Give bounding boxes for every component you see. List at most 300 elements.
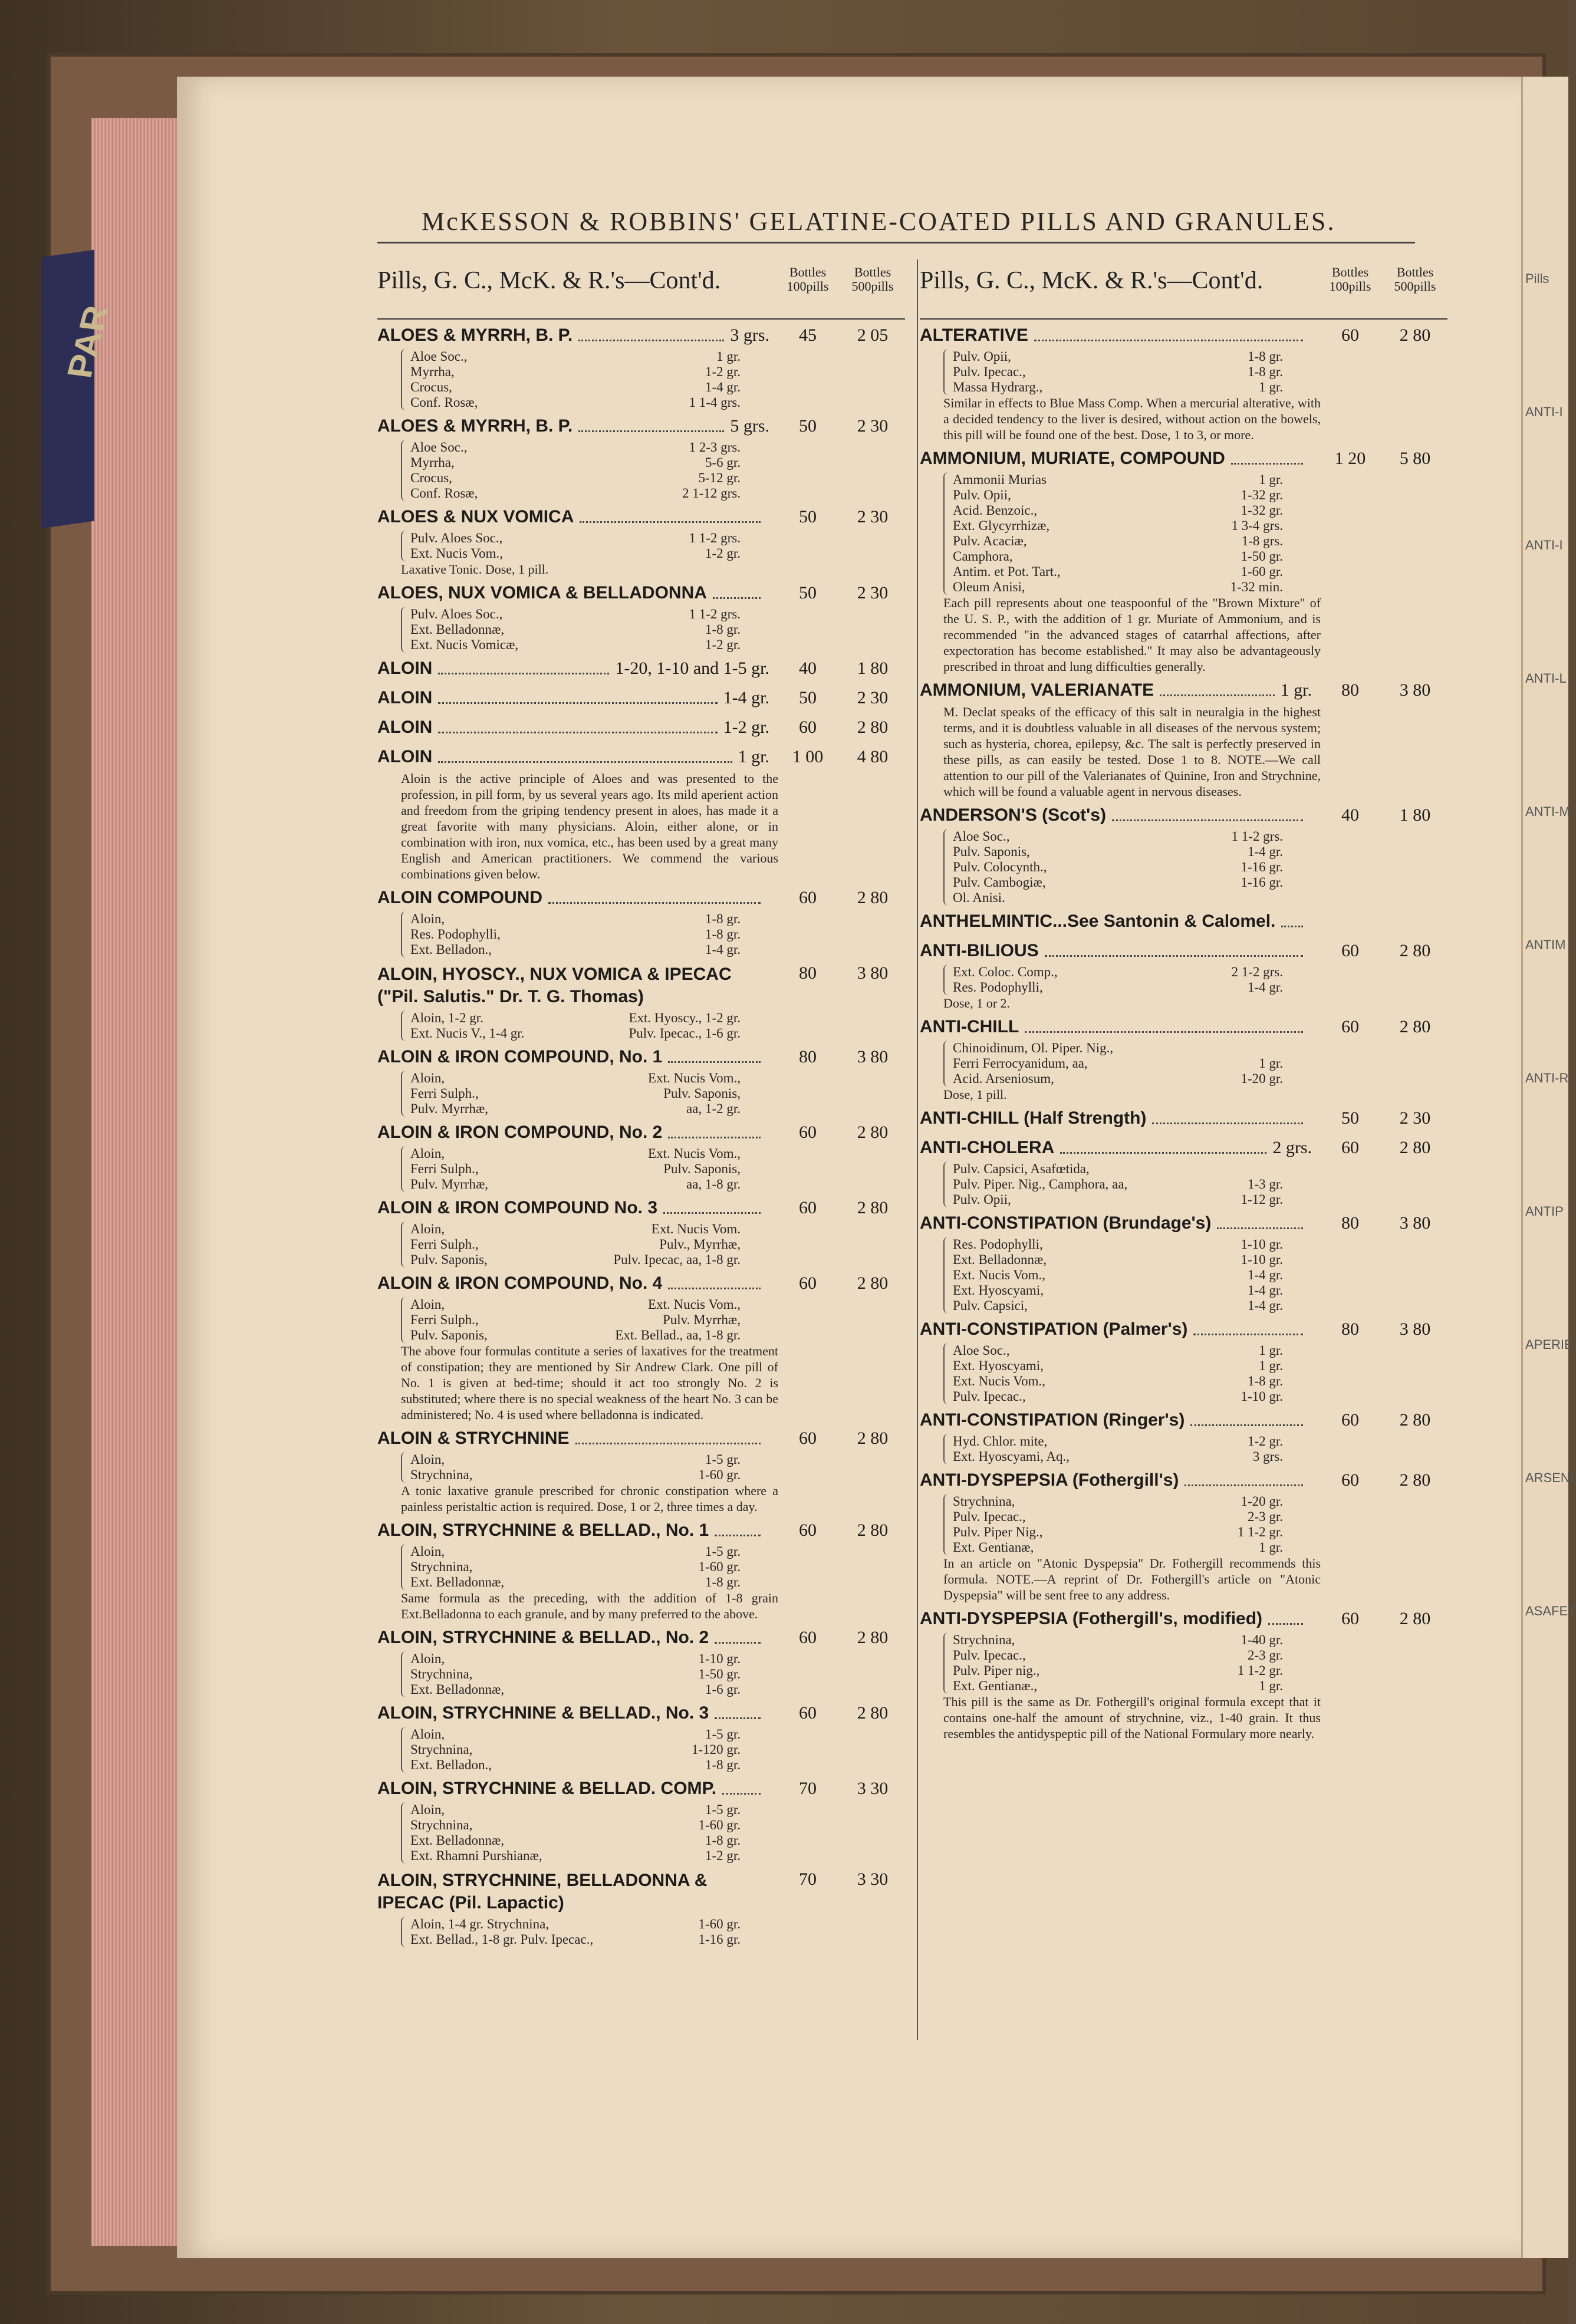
price-100-pills: 50 bbox=[799, 416, 817, 436]
column-title: Pills, G. C., McK. & R.'s—Cont'd. bbox=[920, 267, 1264, 294]
entry-name: ALOIN & IRON COMPOUND, No. 4 bbox=[377, 1273, 663, 1293]
entry-name-line bbox=[920, 680, 1447, 704]
entry-dose: 1 gr. bbox=[738, 747, 769, 766]
leader-dots bbox=[1152, 1123, 1303, 1124]
catalog-entry bbox=[377, 688, 905, 712]
ingredient-name: Pulv. Saponis, bbox=[410, 1252, 488, 1267]
leader-dots bbox=[575, 1443, 761, 1444]
catalog-entry bbox=[377, 1198, 905, 1268]
entry-name: ANTI-CONSTIPATION (Palmer's) bbox=[920, 1319, 1188, 1339]
price-100-pills: 80 bbox=[799, 963, 817, 983]
ingredient-name: Aloin, 1-2 gr. bbox=[410, 1010, 483, 1025]
ingredient-amount: 1-8 gr. bbox=[705, 1575, 741, 1589]
ingredient-row bbox=[953, 1192, 1283, 1207]
ingredient-row bbox=[410, 1802, 741, 1818]
entry-name-line bbox=[377, 1779, 905, 1802]
ingredient-amount: 1 1-2 grs. bbox=[689, 531, 741, 545]
ingredient-amount: Ext. Nucis Vom., bbox=[648, 1071, 741, 1085]
price-100-pills: 60 bbox=[799, 1273, 817, 1293]
ingredient-amount: 1-40 gr. bbox=[1241, 1632, 1283, 1647]
ingredient-amount: 1-8 gr. bbox=[1247, 1374, 1283, 1388]
ingredient-amount: Pulv., Myrrhæ, bbox=[659, 1237, 741, 1252]
entry-note: Each pill represents about one teaspoonful of the "Brown Mixture" of the U. S. P., with the addition of 1 gr. Muriate of Ammonium, and is recommended "in the advanced stages of catarrhal affections, after expectoration has become established." It may also be advantageously prescribed in throat and lung difficulties generally. bbox=[943, 595, 1321, 674]
ingredient-row bbox=[953, 1071, 1283, 1087]
ingredient-row bbox=[953, 875, 1283, 890]
entry-name: ALOES & NUX VOMICA bbox=[377, 507, 574, 526]
entry-name: ALOIN & IRON COMPOUND, No. 1 bbox=[377, 1047, 663, 1066]
leader-dots bbox=[713, 597, 761, 599]
ingredient-name: Pulv. Myrrhæ, bbox=[410, 1177, 489, 1191]
catalog-entry bbox=[377, 1428, 905, 1515]
ingredient-name: Res. Podophylli, bbox=[953, 1237, 1043, 1252]
ingredient-row bbox=[953, 1389, 1283, 1404]
entry-name-line bbox=[377, 1628, 905, 1651]
catalog-entry bbox=[920, 1017, 1447, 1102]
catalog-entry bbox=[377, 963, 905, 1041]
entry-name: ALOIN & IRON COMPOUND, No. 2 bbox=[377, 1123, 663, 1142]
ingredient-name: Aloin, bbox=[410, 1452, 445, 1467]
ingredient-name: Pulv. Ipecac., bbox=[953, 1648, 1026, 1663]
ingredient-name: Ext. Belladonnæ, bbox=[953, 1252, 1047, 1267]
ingredient-name: Pulv. Piper Nig., bbox=[953, 1525, 1043, 1539]
ingredient-amount: 1-8 gr. bbox=[705, 1757, 741, 1772]
next-page-fragment: ANTIP bbox=[1525, 1204, 1564, 1219]
ingredient-name: Pulv. Ipecac., bbox=[953, 1389, 1026, 1404]
ingredient-amount: 1 gr. bbox=[716, 349, 741, 364]
entry-name: ANTHELMINTIC...See Santonin & Calomel. bbox=[920, 911, 1276, 931]
entry-note: In an article on "Atonic Dyspepsia" Dr. Fothergill recommends this formula. NOTE.—A reprint of Dr. Fothergill's article on "Atonic Dyspepsia" will be sent free to any address. bbox=[943, 1556, 1321, 1602]
ingredient-amount: 1-5 gr. bbox=[705, 1452, 741, 1467]
ingredient-name: Antim. et Pot. Tart., bbox=[953, 564, 1061, 579]
bottles-500-heading: Bottles 500pills bbox=[851, 265, 894, 294]
entry-name-line bbox=[920, 805, 1447, 829]
ingredient-row bbox=[410, 637, 741, 653]
ingredient-amount: 2-3 gr. bbox=[1247, 1648, 1283, 1663]
ingredient-row bbox=[410, 1848, 741, 1864]
ingredient-name: Ext. Glycyrrhizæ, bbox=[953, 518, 1050, 533]
ingredient-row bbox=[953, 472, 1283, 488]
ingredient-name: Aloin, bbox=[410, 1727, 445, 1742]
entry-name-line bbox=[377, 1123, 905, 1146]
ingredient-row bbox=[953, 1237, 1283, 1252]
ingredient-name: Aloin, bbox=[410, 1802, 445, 1817]
entry-name-line bbox=[377, 963, 905, 1010]
entry-name-line bbox=[920, 941, 1447, 965]
ingredient-amount: 1 gr. bbox=[1259, 1056, 1283, 1071]
ingredient-amount: 5-6 gr. bbox=[705, 455, 741, 470]
ingredient-amount: Ext. Nucis Vom., bbox=[648, 1146, 741, 1161]
ingredient-amount: 1-12 gr. bbox=[1241, 1192, 1283, 1207]
catalog-entry bbox=[377, 1703, 905, 1773]
ingredient-amount: 1-8 gr. bbox=[705, 911, 741, 926]
running-head: McKESSON & ROBBINS' GELATINE-COATED PILLS AND GRANULES. bbox=[422, 207, 1336, 236]
ingredient-name: Myrrha, bbox=[410, 364, 455, 379]
catalog-entry bbox=[920, 911, 1447, 935]
price-100-pills: 70 bbox=[799, 1779, 817, 1798]
price-500-pills: 4 80 bbox=[857, 747, 889, 766]
catalog-entry bbox=[377, 1779, 905, 1864]
ingredient-row bbox=[410, 1742, 741, 1757]
leader-dots bbox=[1112, 819, 1303, 821]
entry-dose: 1-2 gr. bbox=[723, 717, 769, 737]
ingredient-amount: 1-4 gr. bbox=[705, 942, 741, 957]
entry-name: ALOIN bbox=[377, 717, 433, 737]
ingredient-name: Ext. Hyoscyami, bbox=[953, 1283, 1044, 1298]
leader-dots bbox=[1281, 926, 1303, 927]
ingredient-row bbox=[410, 1252, 741, 1268]
ingredient-amount: Ext. Nucis Vom. bbox=[651, 1222, 741, 1236]
ingredient-name: Ext. Belladon., bbox=[410, 1757, 492, 1772]
ingredient-row bbox=[410, 1651, 741, 1667]
ingredient-amount: 1 2-3 grs. bbox=[689, 440, 741, 455]
ingredient-row bbox=[410, 1101, 741, 1117]
ingredient-name: Res. Podophylli, bbox=[953, 980, 1043, 995]
next-page-edge bbox=[1521, 77, 1576, 2258]
entry-name: ALOIN, STRYCHNINE, BELLADONNA & IPECAC (Pil. Lapactic) bbox=[377, 1871, 708, 1912]
ingredient-row bbox=[953, 549, 1283, 564]
leader-dots bbox=[1060, 1152, 1266, 1154]
formula-block bbox=[401, 1222, 741, 1268]
ingredient-name: Pulv. Capsici, bbox=[953, 1298, 1028, 1313]
formula-block bbox=[943, 1237, 1283, 1314]
ingredient-amount: 1-60 gr. bbox=[698, 1818, 741, 1832]
catalog-entry bbox=[377, 325, 905, 410]
price-500-pills: 2 80 bbox=[1399, 1410, 1431, 1430]
entry-name-line bbox=[377, 1520, 905, 1544]
entry-name-line bbox=[377, 659, 905, 682]
price-500-pills: 2 30 bbox=[857, 583, 889, 603]
price-100-pills: 60 bbox=[799, 717, 817, 737]
entry-name: ALTERATIVE bbox=[920, 325, 1028, 345]
price-500-pills: 2 80 bbox=[1399, 1470, 1431, 1490]
ingredient-row bbox=[410, 1222, 741, 1237]
leader-dots bbox=[715, 1717, 761, 1719]
ingredient-row bbox=[953, 1041, 1283, 1056]
ingredient-amount: 1-50 gr. bbox=[698, 1667, 741, 1681]
ingredient-amount: 1-2 gr. bbox=[705, 1848, 741, 1863]
ingredient-amount: 1-60 gr. bbox=[698, 1917, 741, 1931]
ingredient-row bbox=[410, 531, 741, 546]
price-100-pills: 40 bbox=[799, 659, 817, 678]
ingredient-name: Ext. Hyoscyami, Aq., bbox=[953, 1449, 1070, 1464]
leader-dots bbox=[668, 1288, 761, 1289]
ingredient-name: Pulv. Ipecac., bbox=[953, 1509, 1026, 1524]
ingredient-row bbox=[410, 1544, 741, 1559]
ingredient-name: Acid. Arseniosum, bbox=[953, 1071, 1054, 1086]
entry-note: Dose, 1 pill. bbox=[943, 1087, 1007, 1102]
price-500-pills: 1 80 bbox=[857, 659, 889, 678]
entry-note: Aloin is the active principle of Aloes and was presented to the profession, in pill form, by us several years ago. Its mild aperient action and freedom from the griping tendency present in aloes, has made it a great favorite with many physicians. Aloin, either alone, or in combination with iron, nux vomica, etc., has been used by a great many English and American practitioners. We commend the various combinations given below. bbox=[401, 771, 778, 881]
ingredient-row bbox=[953, 1525, 1283, 1540]
entry-name: ANTI-CHILL (Half Strength) bbox=[920, 1108, 1147, 1128]
leader-dots bbox=[663, 1212, 761, 1214]
leader-dots bbox=[1025, 1031, 1303, 1033]
price-100-pills: 60 bbox=[1341, 941, 1359, 960]
ingredient-amount: 1-16 gr. bbox=[1241, 860, 1283, 874]
column-divider bbox=[917, 259, 918, 2040]
ingredient-name: Pulv. Acaciæ, bbox=[953, 534, 1027, 548]
entry-name: ALOIN & STRYCHNINE bbox=[377, 1428, 570, 1448]
leader-dots bbox=[722, 1793, 761, 1795]
entry-name-line bbox=[377, 507, 905, 531]
ingredient-name: Pulv. Cambogiæ, bbox=[953, 875, 1046, 890]
ingredient-name: Pulv. Aloes Soc., bbox=[410, 531, 503, 545]
formula-block bbox=[943, 1494, 1283, 1555]
entry-note: A tonic laxative granule prescribed for chronic constipation where a painless peristaltic action is required. Dose, 1 or 2, three times a day. bbox=[401, 1483, 778, 1514]
leader-dots bbox=[1217, 1227, 1303, 1229]
ingredient-row bbox=[953, 1509, 1283, 1525]
ingredient-row bbox=[410, 1932, 741, 1947]
entry-name-line bbox=[377, 1273, 905, 1297]
entry-note: The above four formulas contitute a series of laxatives for the treatment of constipation; they are mentioned by Sir Andrew Clark. One pill of No. 1 is given at bed-time; should it act too strongly No. 2 is substituted; where there is no special weakness of the heart No. 3 can be administered; No. 4 is used where belladonna is indicated. bbox=[401, 1344, 778, 1422]
catalog-entry bbox=[377, 1869, 905, 1947]
catalog-entry bbox=[920, 1213, 1447, 1314]
entry-name-line bbox=[920, 911, 1447, 935]
price-100-pills: 50 bbox=[1341, 1108, 1359, 1128]
price-500-pills: 2 30 bbox=[857, 507, 889, 526]
ingredient-name: Res. Podophylli, bbox=[410, 927, 501, 942]
price-100-pills: 50 bbox=[799, 688, 817, 707]
entry-name-line bbox=[377, 1198, 905, 1222]
ingredient-name: Pulv. Opii, bbox=[953, 488, 1011, 502]
price-100-pills: 60 bbox=[1341, 1470, 1359, 1490]
right-column-header bbox=[920, 254, 1447, 320]
formula-block bbox=[401, 1452, 741, 1483]
entry-name-line bbox=[920, 449, 1447, 472]
ingredient-name: Ext. Nucis Vom., bbox=[953, 1374, 1045, 1388]
entry-name: ALOES & MYRRH, B. P. bbox=[377, 325, 573, 345]
price-500-pills: 2 80 bbox=[857, 1428, 889, 1448]
entry-name: ANTI-CONSTIPATION (Brundage's) bbox=[920, 1213, 1212, 1233]
entry-name-line bbox=[377, 1869, 905, 1917]
price-500-pills: 2 30 bbox=[857, 688, 889, 707]
entry-note: This pill is the same as Dr. Fothergill's original formula except that it contains one-half the amount of strychnine, viz., 1-40 grain. It thus resembles the antidyspeptic pill of the National Formulary more nearly. bbox=[943, 1694, 1321, 1741]
entry-name: ALOIN & IRON COMPOUND No. 3 bbox=[377, 1198, 658, 1217]
ingredient-name: Ext. Nucis V., 1-4 gr. bbox=[410, 1026, 525, 1041]
ribbon-label: PAR bbox=[59, 303, 117, 381]
ingredient-row bbox=[953, 1283, 1283, 1298]
ingredient-amount: 2 1-12 grs. bbox=[682, 486, 741, 501]
leader-dots bbox=[578, 340, 724, 341]
catalog-entry bbox=[377, 1628, 905, 1697]
ingredient-row bbox=[410, 1026, 741, 1041]
ingredient-row bbox=[953, 1298, 1283, 1314]
ingredient-row bbox=[953, 364, 1283, 380]
leader-dots bbox=[1045, 955, 1303, 957]
ingredient-name: Ferri Sulph., bbox=[410, 1086, 479, 1101]
ingredient-name: Aloin, bbox=[410, 1544, 445, 1559]
ingredient-row bbox=[953, 1177, 1283, 1192]
ingredient-name: Aloe Soc., bbox=[953, 829, 1010, 844]
formula-block bbox=[401, 1727, 741, 1773]
formula-block bbox=[401, 440, 741, 501]
ingredient-name: Camphora, bbox=[953, 549, 1013, 564]
leader-dots bbox=[1190, 1424, 1303, 1426]
ingredient-amount: 1 1-4 grs. bbox=[689, 395, 741, 410]
entry-name-line bbox=[377, 583, 905, 607]
ingredient-name: Aloin, bbox=[410, 1222, 445, 1236]
ingredient-name: Aloin, 1-4 gr. Strychnina, bbox=[410, 1917, 550, 1931]
column-title: Pills, G. C., McK. & R.'s—Cont'd. bbox=[377, 267, 721, 294]
price-100-pills: 60 bbox=[1341, 325, 1359, 345]
ingredient-amount: 1 gr. bbox=[1259, 472, 1283, 487]
price-500-pills: 2 80 bbox=[1399, 325, 1431, 345]
ingredient-name: Ferri Sulph., bbox=[410, 1312, 479, 1327]
entry-name-line bbox=[377, 688, 905, 712]
leader-dots bbox=[548, 902, 761, 904]
ingredient-row bbox=[410, 380, 741, 395]
ingredient-amount: 1-2 gr. bbox=[1247, 1434, 1283, 1449]
ingredient-row bbox=[410, 1161, 741, 1177]
ingredient-name: Acid. Benzoic., bbox=[953, 503, 1038, 518]
entry-dose: 1 gr. bbox=[1280, 680, 1312, 700]
ingredient-amount: 1-8 gr. bbox=[705, 622, 741, 637]
ingredient-row bbox=[410, 1727, 741, 1742]
ingredient-amount: 1-10 gr. bbox=[1241, 1252, 1283, 1267]
ingredient-amount: 1 1-2 gr. bbox=[1237, 1525, 1283, 1539]
entry-name: ALOIN bbox=[377, 659, 433, 678]
ingredient-row bbox=[410, 622, 741, 637]
price-500-pills: 3 80 bbox=[857, 963, 889, 983]
ingredient-name: Pulv. Capsici, Asafœtida, bbox=[953, 1161, 1090, 1176]
ingredient-row bbox=[953, 1343, 1283, 1358]
ingredient-row bbox=[410, 364, 741, 380]
price-100-pills: 50 bbox=[799, 507, 817, 526]
entry-name: ALOIN, STRYCHNINE & BELLAD. COMP. bbox=[377, 1779, 717, 1798]
ingredient-name: Ext. Coloc. Comp., bbox=[953, 965, 1058, 979]
ingredient-name: Conf. Rosæ, bbox=[410, 486, 478, 501]
formula-block bbox=[401, 1297, 741, 1343]
ingredient-row bbox=[410, 1086, 741, 1101]
price-100-pills: 60 bbox=[799, 1628, 817, 1647]
ingredient-amount: 1-4 gr. bbox=[1247, 980, 1283, 995]
ingredient-row bbox=[410, 1467, 741, 1483]
ingredient-row bbox=[953, 844, 1283, 860]
ingredient-row bbox=[953, 349, 1283, 364]
price-500-pills: 3 80 bbox=[1399, 680, 1431, 700]
ingredient-name: Ext. Gentianæ., bbox=[953, 1678, 1038, 1693]
ingredient-row bbox=[410, 1071, 741, 1086]
ingredient-amount: 1-4 gr. bbox=[1247, 1268, 1283, 1282]
ingredient-row bbox=[410, 349, 741, 364]
next-page-fragment: ARSENI bbox=[1525, 1470, 1574, 1485]
ingredient-row bbox=[410, 1575, 741, 1590]
price-500-pills: 3 80 bbox=[1399, 1319, 1431, 1339]
entry-dose: 5 grs. bbox=[730, 416, 769, 436]
price-500-pills: 2 80 bbox=[857, 1123, 889, 1142]
ingredient-name: Crocus, bbox=[410, 380, 452, 394]
ingredient-name: Pulv. Opii, bbox=[953, 349, 1011, 364]
entry-name: AMMONIUM, MURIATE, COMPOUND bbox=[920, 449, 1225, 468]
ingredient-amount: Pulv. Myrrhæ, bbox=[662, 1312, 741, 1327]
ingredient-row bbox=[410, 1757, 741, 1773]
ingredient-name: Ferri Sulph., bbox=[410, 1161, 479, 1176]
bottles-100-heading: Bottles 100pills bbox=[787, 265, 829, 294]
ingredient-name: Ext. Gentianæ, bbox=[953, 1540, 1034, 1555]
ingredient-row bbox=[410, 486, 741, 501]
bookmark-ribbon bbox=[41, 250, 117, 529]
formula-block bbox=[401, 531, 741, 561]
entry-name: ALOIN bbox=[377, 747, 433, 766]
ingredient-row bbox=[953, 1648, 1283, 1663]
ingredient-name: Hyd. Chlor. mite, bbox=[953, 1434, 1048, 1449]
catalog-entry bbox=[920, 1410, 1447, 1464]
bottles-500-heading: Bottles 500pills bbox=[1394, 265, 1436, 294]
entry-name: ANTI-DYSPEPSIA (Fothergill's) bbox=[920, 1470, 1179, 1490]
formula-block bbox=[401, 911, 741, 957]
ingredient-name: Aloin, bbox=[410, 1297, 445, 1312]
entry-name: ANTI-CHILL bbox=[920, 1017, 1019, 1036]
ingredient-amount: 1-3 gr. bbox=[1247, 1177, 1283, 1191]
catalog-entry bbox=[377, 717, 905, 741]
ingredient-row bbox=[410, 1452, 741, 1467]
price-100-pills: 80 bbox=[1341, 1319, 1359, 1339]
ingredient-amount: 1-60 gr. bbox=[1241, 564, 1283, 579]
ingredient-name: Pulv. Piper. Nig., Camphora, aa, bbox=[953, 1177, 1128, 1191]
catalog-entry bbox=[920, 1319, 1447, 1404]
ingredient-amount: 1-8 gr. bbox=[1247, 349, 1283, 364]
entry-name-line bbox=[377, 1428, 905, 1452]
catalog-entry bbox=[377, 1123, 905, 1192]
entry-name: AMMONIUM, VALERIANATE bbox=[920, 680, 1154, 700]
price-100-pills: 60 bbox=[799, 1520, 817, 1540]
next-page-fragment: Pills bbox=[1525, 271, 1549, 286]
next-page-fragment: ANTI-I bbox=[1525, 404, 1563, 419]
ingredient-amount: aa, 1-2 gr. bbox=[686, 1101, 741, 1116]
bottles-100-heading: Bottles 100pills bbox=[1329, 265, 1371, 294]
catalog-entry bbox=[920, 1138, 1447, 1207]
ingredient-amount: 1-8 grs. bbox=[1241, 534, 1283, 548]
price-500-pills: 2 80 bbox=[857, 1198, 889, 1217]
entry-dose: 2 grs. bbox=[1272, 1138, 1312, 1157]
ingredient-row bbox=[953, 1252, 1283, 1268]
ingredient-amount: 1-16 gr. bbox=[1241, 875, 1283, 890]
entry-name-line bbox=[377, 1047, 905, 1071]
price-100-pills: 60 bbox=[799, 1123, 817, 1142]
formula-block bbox=[401, 1071, 741, 1117]
ingredient-amount: 1-2 gr. bbox=[705, 546, 741, 561]
entry-name: ANTI-BILIOUS bbox=[920, 941, 1039, 960]
leader-dots bbox=[1034, 340, 1303, 341]
price-500-pills: 2 80 bbox=[1399, 1609, 1431, 1628]
ingredient-amount: 1-60 gr. bbox=[698, 1467, 741, 1482]
ingredient-name: Ext. Belladonnæ, bbox=[410, 1833, 505, 1848]
catalog-entry bbox=[377, 747, 905, 882]
formula-block bbox=[943, 1041, 1283, 1087]
ingredient-row bbox=[410, 440, 741, 455]
entry-name: ALOIN, STRYCHNINE & BELLAD., No. 1 bbox=[377, 1520, 709, 1540]
ingredient-row bbox=[410, 1177, 741, 1192]
ingredient-row bbox=[953, 890, 1283, 906]
ingredient-row bbox=[953, 580, 1283, 595]
entry-name-line bbox=[377, 1703, 905, 1727]
price-100-pills: 60 bbox=[799, 888, 817, 907]
ingredient-amount: 1-2 gr. bbox=[705, 637, 741, 652]
ingredient-amount: 1-50 gr. bbox=[1241, 549, 1283, 564]
ingredient-name: Pulv. Piper nig., bbox=[953, 1663, 1040, 1678]
catalog-entry bbox=[377, 1047, 905, 1117]
price-500-pills: 1 80 bbox=[1399, 805, 1431, 825]
entry-name: ALOIN COMPOUND bbox=[377, 888, 542, 907]
ingredient-name: Pulv. Saponis, bbox=[953, 844, 1030, 859]
entry-note: Similar in effects to Blue Mass Comp. When a mercurial alterative, with a decided tendency to the liver is desired, without action on the bowels, this pill will be found one of the best. Dose, 1 to 3, or more. bbox=[943, 396, 1321, 442]
ingredient-name: Ext. Nucis Vomicæ, bbox=[410, 637, 519, 652]
next-page-fragment: ANTI-M bbox=[1525, 804, 1570, 819]
ingredient-name: Ext. Nucis Vom., bbox=[410, 546, 503, 561]
ingredient-row bbox=[953, 1161, 1283, 1177]
leader-dots bbox=[1268, 1623, 1303, 1625]
ingredient-row bbox=[410, 927, 741, 942]
